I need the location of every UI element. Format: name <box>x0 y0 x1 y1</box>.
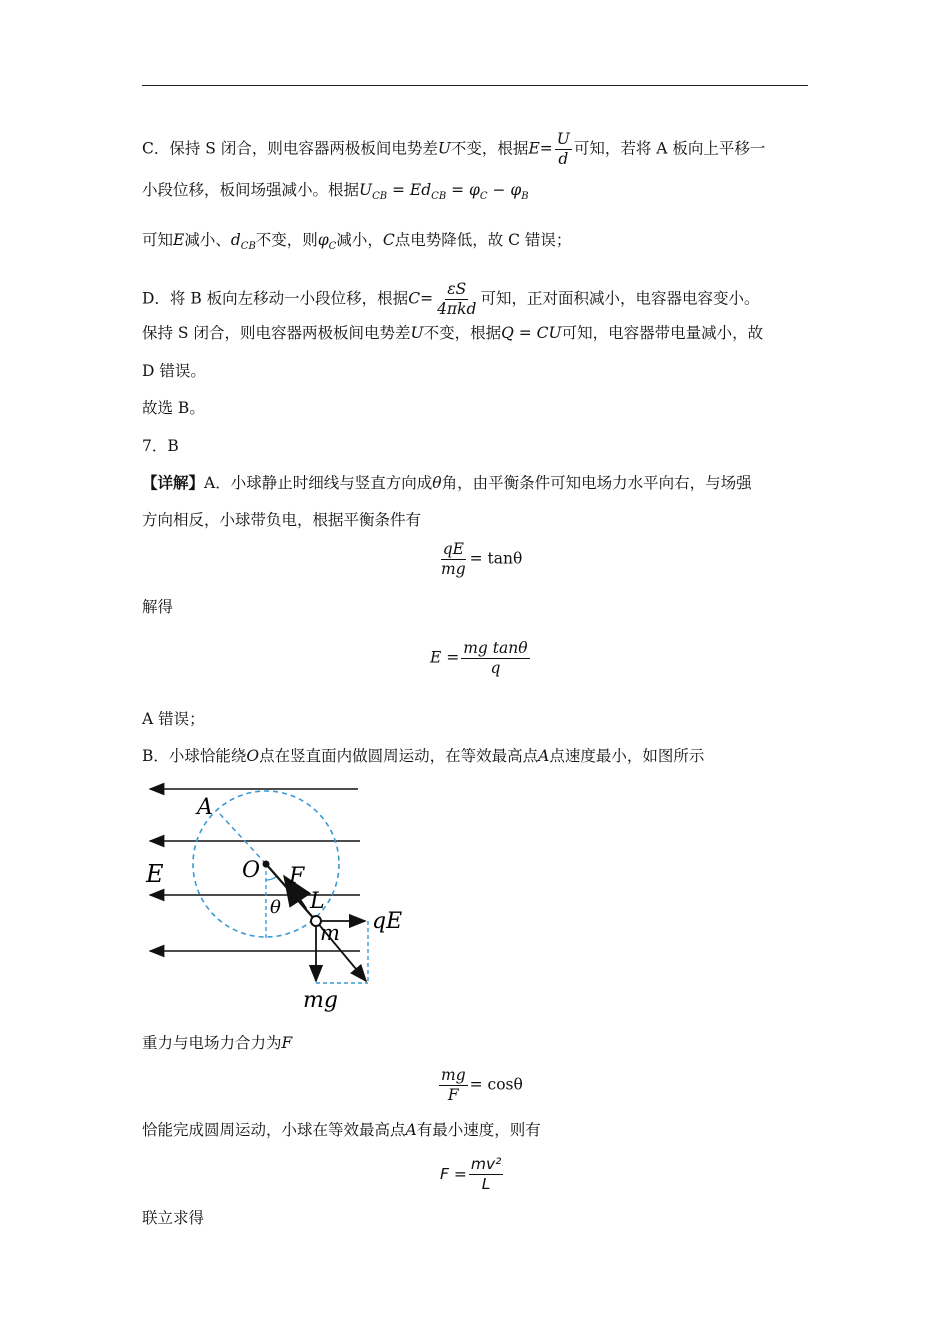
option-c-line3: 可知E减小、$d_{CB}$不变，则$\varphi_C$减小，C点电势降低，故 C 错误； <box>142 231 572 252</box>
option-d-line1: D．将 B 板向左移动一小段位移，根据C= $\frac{\varepsilon S}{\text{4πkd}}$ 可知，正对面积减小，电容器电容变小。 <box>142 280 760 318</box>
radius-to-a <box>218 812 266 864</box>
label-e: E <box>146 860 164 888</box>
detail-line1: 【详解】A．小球静止时细线与竖直方向成θ角，由平衡条件可知电场力水平向右，与场强 <box>142 473 752 492</box>
choose-b-line: 故选 B。 <box>142 399 205 417</box>
force-diagram <box>140 778 420 1018</box>
option-b-line: B．小球恰能绕O点在竖直面内做圆周运动，在等效最高点A点速度最小，如图所示 <box>142 747 705 765</box>
resultant-line: 重力与电场力合力为F <box>142 1034 293 1052</box>
point-o <box>263 861 270 868</box>
label-o: O <box>242 858 261 883</box>
solve-label: 解得 <box>142 598 174 616</box>
fraction-u-over-d: $\frac{U}{d}$ <box>556 130 570 168</box>
equation-e: E = $\frac{\text{mg tanθ}}{q}$ <box>430 639 528 677</box>
combine-line: 联立求得 <box>142 1209 205 1227</box>
option-c-line2: 小段位移，板间场强减小。根据$U_{CB} = Ed_{CB} = \varphi_C - \varphi_B$ <box>142 181 529 202</box>
question-7-answer: 7．B <box>142 437 179 455</box>
label-m: m <box>320 921 340 945</box>
label-qe: qE <box>372 909 403 934</box>
label-l: L <box>310 889 325 914</box>
label-a: A <box>197 795 213 820</box>
equation-qe-mg: $\frac{qE}{mg}$ = tanθ <box>441 540 523 578</box>
label-f: F <box>289 864 305 889</box>
label-theta: θ <box>270 897 281 918</box>
fraction-capacitance: $\frac{\varepsilon S}{\text{4πkd}}$ <box>437 280 477 318</box>
option-d-line2: 保持 S 闭合，则电容器两极板间电势差U不变，根据Q = CU可知，电容器带电量减小，故 <box>142 324 764 342</box>
detail-line2: 方向相反，小球带负电，根据平衡条件有 <box>142 511 422 529</box>
header-rule <box>142 85 808 86</box>
circle-condition-line: 恰能完成圆周运动，小球在等效最高点A有最小速度，则有 <box>142 1121 541 1139</box>
label-mg: mg <box>303 988 338 1013</box>
equation-f-mv2-l: F = $\frac{\text{mv²}}{L}$ <box>440 1155 502 1193</box>
option-c-line1: C．保持 S 闭合，则电容器两极板间电势差U不变，根据E= $\frac{U}{d}$ 可知，若将 A 板向上平移一 <box>142 130 766 168</box>
option-d-line3: D 错误。 <box>142 362 206 380</box>
equation-mg-f: $\frac{mg}{F}$ = cosθ <box>441 1066 523 1104</box>
a-wrong-line: A 错误； <box>142 710 205 728</box>
